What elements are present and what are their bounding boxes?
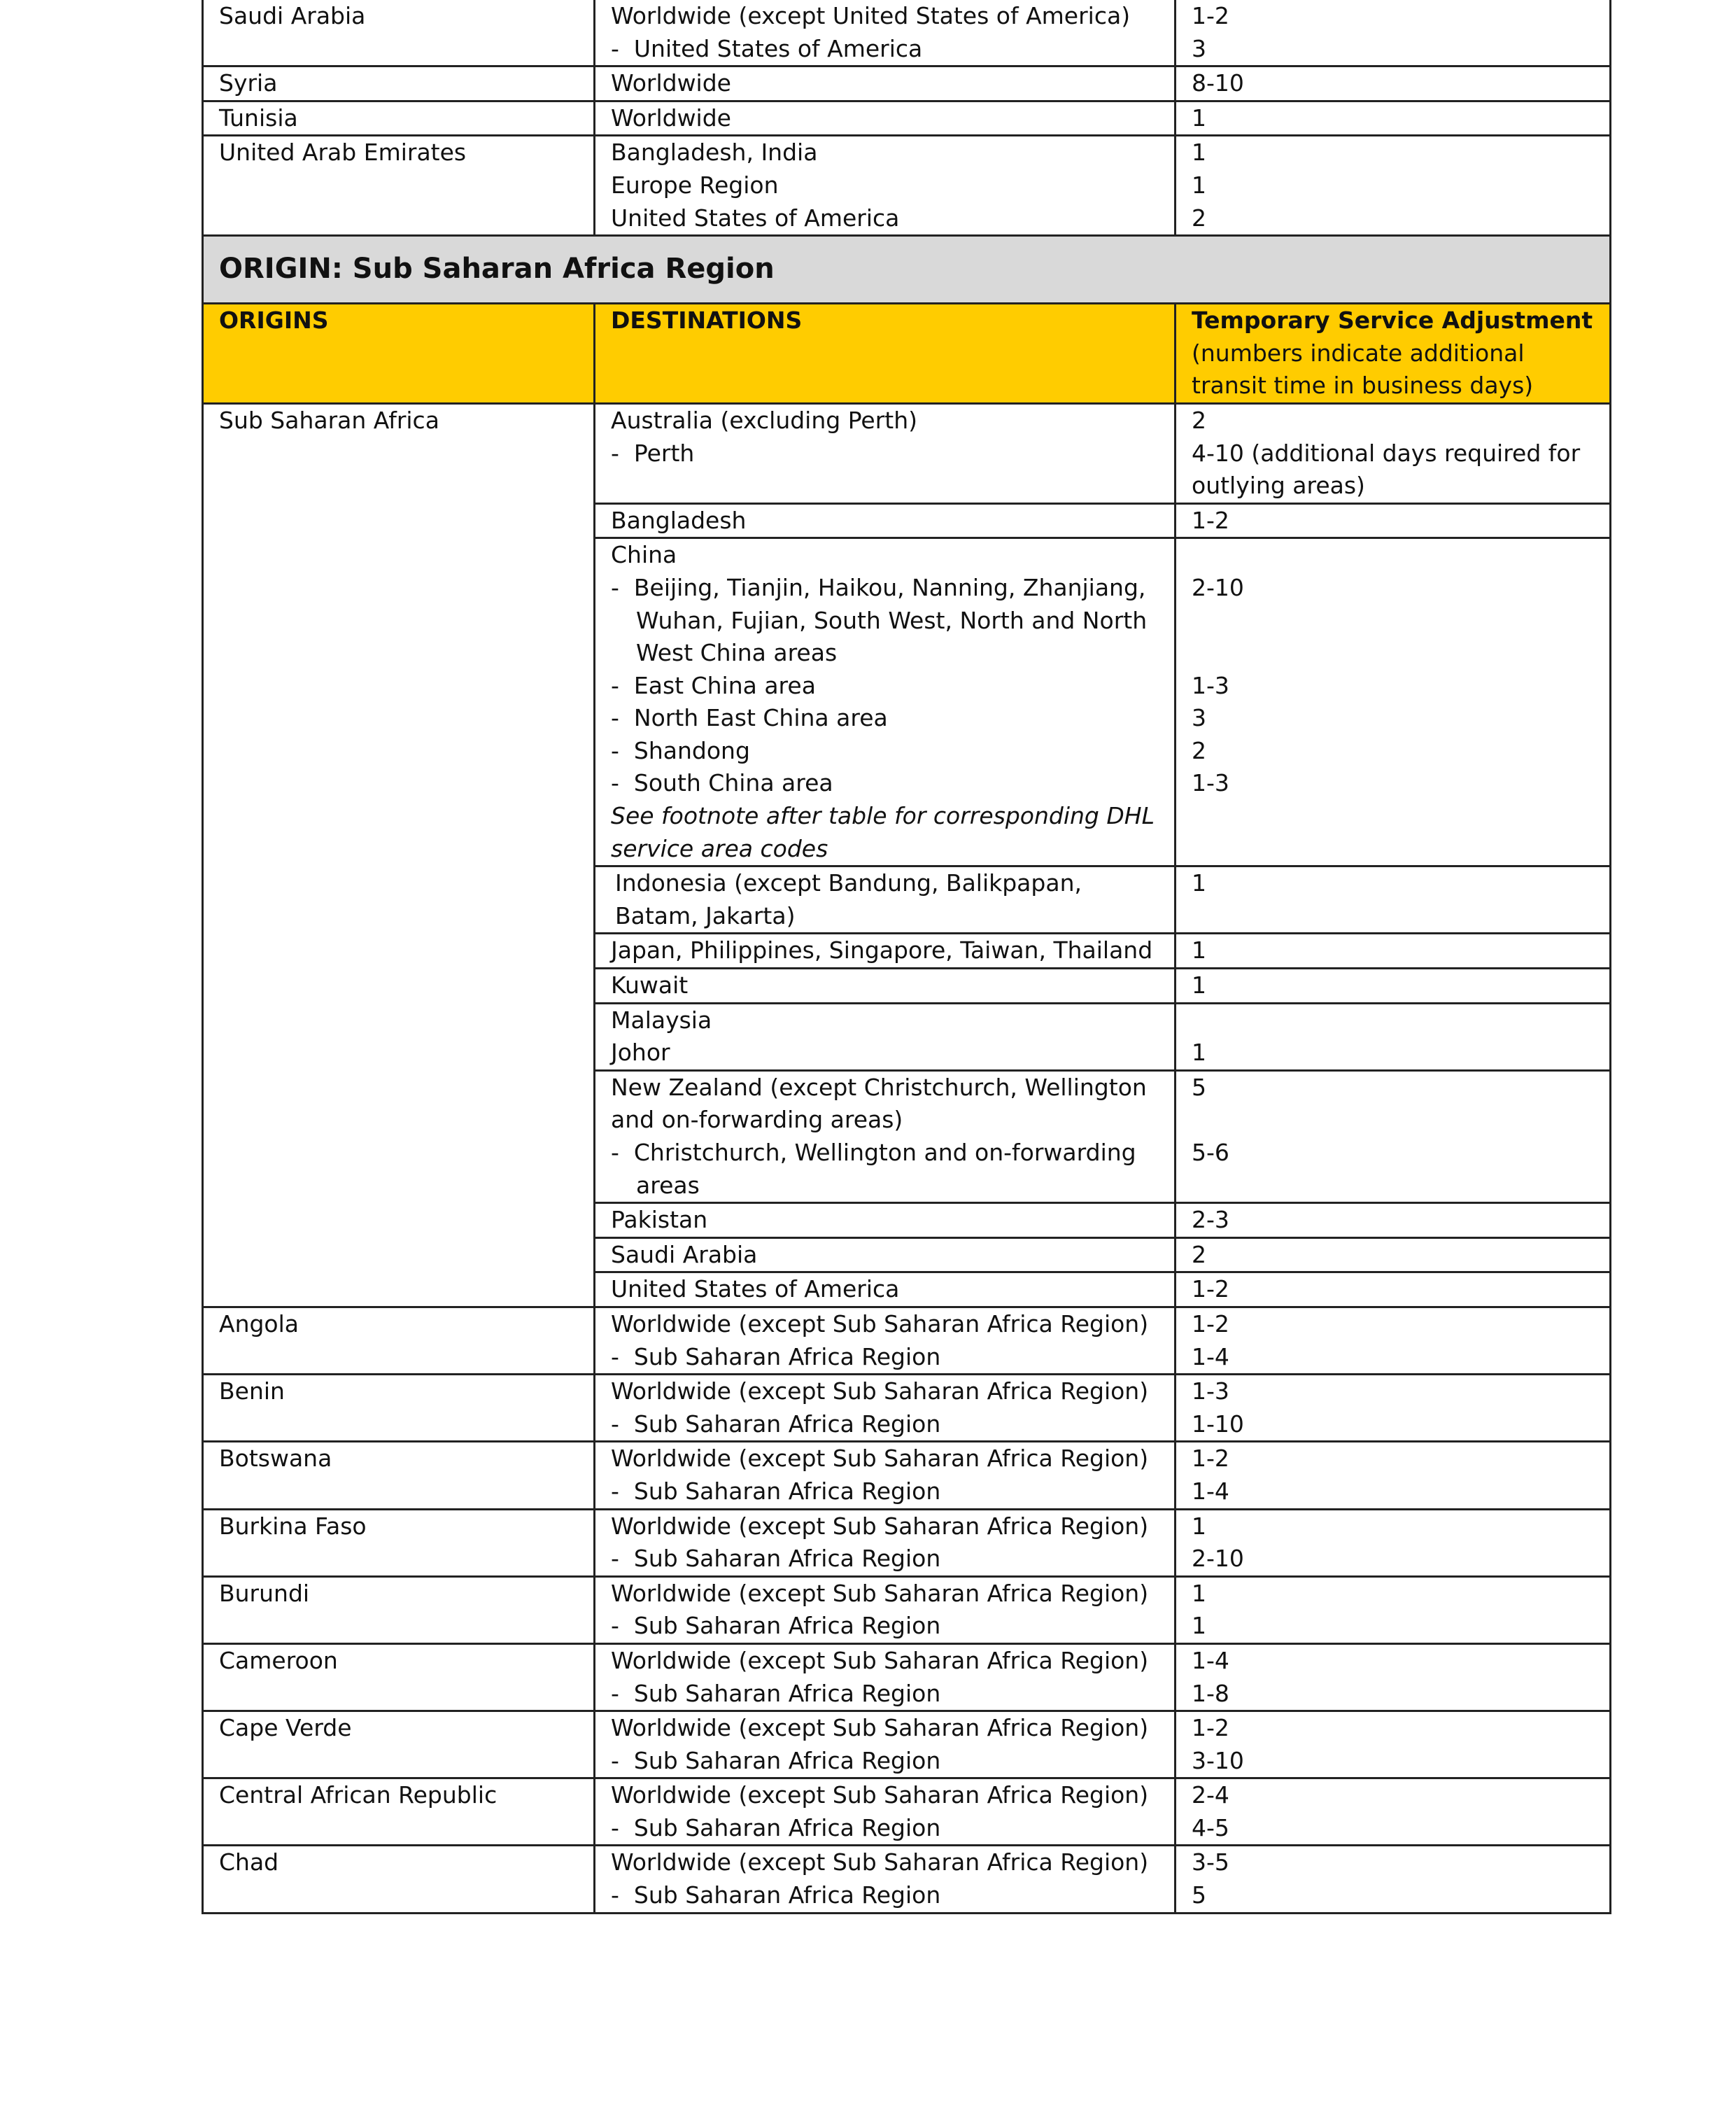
adjustment-cell: 1	[1176, 866, 1611, 934]
destination-cell: United States of America	[595, 1272, 1176, 1307]
adjustment-cell: 3-5 5	[1176, 1846, 1611, 1913]
adjustment-cell: 1 1	[1176, 1576, 1611, 1643]
adjustment-cell: 1-2	[1176, 1272, 1611, 1307]
destination-cell: Worldwide (except Sub Saharan Africa Region) - Sub Saharan Africa Region	[595, 1442, 1176, 1509]
destination-cell: New Zealand (except Christchurch, Wellington and on-forwarding areas) - Christchurch, Wellington and on-forwarding areas	[595, 1070, 1176, 1202]
origin-cell: Tunisia	[203, 101, 595, 136]
adjustment-cell: 2-4 4-5	[1176, 1778, 1611, 1846]
origin-cell: Cape Verde	[203, 1711, 595, 1778]
table-row	[203, 1442, 1611, 1509]
destination-cell: Pakistan	[595, 1203, 1176, 1238]
adjustment-cell: 1	[1176, 969, 1611, 1004]
table-row	[203, 1375, 1611, 1442]
destination-cell: Bangladesh	[595, 503, 1176, 538]
origin-cell: Burundi	[203, 1576, 595, 1643]
china-footnote: See footnote after table for corresponding DHL service area codes	[611, 802, 1155, 862]
header-adjustment: Temporary Service Adjustment (numbers indicate additional transit time in business days)	[1176, 304, 1611, 404]
adjustment-cell: 2-3	[1176, 1203, 1611, 1238]
origin-cell: Syria	[203, 66, 595, 101]
destination-cell: Worldwide (except Sub Saharan Africa Region) - Sub Saharan Africa Region	[595, 1778, 1176, 1846]
table-row	[203, 1778, 1611, 1846]
region-title: ORIGIN: Sub Saharan Africa Region	[203, 236, 1611, 304]
destination-cell: Worldwide (except Sub Saharan Africa Region) - Sub Saharan Africa Region	[595, 1643, 1176, 1711]
adjustment-cell: 1-2 1-4	[1176, 1307, 1611, 1374]
region-heading-row	[203, 236, 1611, 304]
destination-cell: China - Beijing, Tianjin, Haikou, Nanning, Zhanjiang, Wuhan, Fujian, South West, North and North West China areas - East China area - North East China area - Shandong - South China area See footnote after table for corresponding DHL service area codes	[595, 538, 1176, 866]
origin-cell: Burkina Faso	[203, 1509, 595, 1576]
origin-cell: Cameroon	[203, 1643, 595, 1711]
adjustment-cell: 1 1 2	[1176, 136, 1611, 236]
destination-cell: Saudi Arabia	[595, 1237, 1176, 1272]
adjustment-cell: 1	[1176, 934, 1611, 969]
table-row	[203, 0, 1611, 66]
adjustment-cell: 5 5-6	[1176, 1070, 1611, 1202]
origin-cell: United Arab Emirates	[203, 136, 595, 236]
table-row	[203, 403, 1611, 503]
origin-cell: Saudi Arabia	[203, 0, 595, 66]
header-origins: ORIGINS	[203, 304, 595, 404]
table-header-row	[203, 304, 1611, 404]
destination-cell: Indonesia (except Bandung, Balikpapan, Batam, Jakarta)	[595, 866, 1176, 934]
destination-cell: Worldwide (except Sub Saharan Africa Region) - Sub Saharan Africa Region	[595, 1576, 1176, 1643]
origin-cell: Chad	[203, 1846, 595, 1913]
destination-cell: Kuwait	[595, 969, 1176, 1004]
adjustment-cell: 1	[1176, 1003, 1611, 1070]
header-adjustment-note: (numbers indicate additional transit time in business days)	[1192, 339, 1534, 400]
table-row	[203, 1846, 1611, 1913]
adjustment-cell: 1-2 3-10	[1176, 1711, 1611, 1778]
destination-cell: Worldwide (except Sub Saharan Africa Region) - Sub Saharan Africa Region	[595, 1846, 1176, 1913]
destination-cell: Bangladesh, India Europe Region United States of America	[595, 136, 1176, 236]
origin-cell: Sub Saharan Africa	[203, 403, 595, 1307]
header-destinations: DESTINATIONS	[595, 304, 1176, 404]
destination-cell: Worldwide (except United States of America) - United States of America	[595, 0, 1176, 66]
destination-cell: Worldwide	[595, 66, 1176, 101]
table-row	[203, 101, 1611, 136]
destination-cell: Worldwide (except Sub Saharan Africa Region) - Sub Saharan Africa Region	[595, 1375, 1176, 1442]
adjustment-cell: 2	[1176, 1237, 1611, 1272]
adjustment-cell: 2 4-10 (additional days required for outlying areas)	[1176, 403, 1611, 503]
adjustment-cell: 2-10 1-3 3 2 1-3	[1176, 538, 1611, 866]
destination-cell: Worldwide (except Sub Saharan Africa Region) - Sub Saharan Africa Region	[595, 1509, 1176, 1576]
adjustment-cell: 1-3 1-10	[1176, 1375, 1611, 1442]
origin-cell: Central African Republic	[203, 1778, 595, 1846]
destination-cell: Worldwide (except Sub Saharan Africa Region) - Sub Saharan Africa Region	[595, 1307, 1176, 1374]
table-row	[203, 136, 1611, 236]
adjustment-cell: 1 2-10	[1176, 1509, 1611, 1576]
table-row	[203, 1307, 1611, 1374]
table-row	[203, 66, 1611, 101]
table-row	[203, 1576, 1611, 1643]
origin-cell: Benin	[203, 1375, 595, 1442]
destination-cell: Australia (excluding Perth) - Perth	[595, 403, 1176, 503]
origin-cell: Botswana	[203, 1442, 595, 1509]
destination-cell: Worldwide	[595, 101, 1176, 136]
table-row	[203, 1711, 1611, 1778]
adjustment-cell: 1-2 3	[1176, 0, 1611, 66]
destination-cell: Japan, Philippines, Singapore, Taiwan, Thailand	[595, 934, 1176, 969]
adjustment-cell: 8-10	[1176, 66, 1611, 101]
service-adjustment-table	[202, 0, 1611, 1914]
service-adjustment-document	[202, 0, 1609, 1914]
adjustment-cell: 1-2 1-4	[1176, 1442, 1611, 1509]
table-row	[203, 1643, 1611, 1711]
origin-cell: Angola	[203, 1307, 595, 1374]
adjustment-cell: 1-4 1-8	[1176, 1643, 1611, 1711]
destination-cell: Malaysia Johor	[595, 1003, 1176, 1070]
table-row	[203, 1509, 1611, 1576]
adjustment-cell: 1-2	[1176, 503, 1611, 538]
destination-cell: Worldwide (except Sub Saharan Africa Region) - Sub Saharan Africa Region	[595, 1711, 1176, 1778]
adjustment-cell: 1	[1176, 101, 1611, 136]
